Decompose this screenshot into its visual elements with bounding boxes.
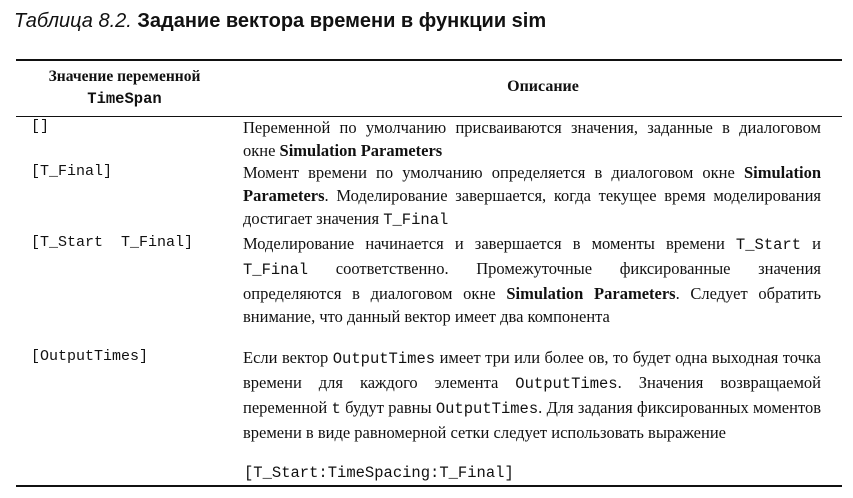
text-segment: . Для задания фиксированных моментов времени в виде равномерной сетки следует использовать выражение [243,398,821,442]
bold-term: Simulation Parameters [243,163,821,205]
table-bottom-rule [16,485,842,487]
text-segment: . Следует обратить внимание, что данный вектор имеет два компонента [243,284,821,326]
caption-title: Задание вектора времени в функции sim [137,10,547,32]
caption-label: Таблица 8.2. [14,10,132,32]
header-variable-label: Значение переменной [48,68,201,85]
code-term: OutputTimes [435,400,539,418]
text-segment: Переменной по умолчанию присваиваются значения, заданные в диалоговом окне [243,118,821,160]
code-term: OutputTimes [332,350,436,368]
code-term: OutputTimes [515,375,618,393]
header-description-column: Описание [507,78,579,95]
bold-term: Simulation Parameters [506,284,676,303]
table-top-rule [16,59,842,61]
bold-term: Simulation Parameters [279,141,443,160]
row-1-variable: [] [31,118,50,135]
row-3-variable: [T_Start T_Final] [31,234,194,251]
code-term: T_Final [383,211,449,229]
row-4-description [243,346,821,444]
row-4-variable: [OutputTimes] [31,348,149,365]
text-segment: имеет три или более ов, то будет одна выходная точка времени для каждого элемента [243,348,821,392]
text-segment: Моделирование начинается и завершается в моменты времени [243,234,736,253]
text-segment: будут равны [340,398,436,417]
text-segment: соответственно. Промежуточные фиксированные значения определяются в диалоговом окне [243,259,821,303]
row-3-description [243,232,821,328]
header-variable-column [22,66,227,110]
code-term: t [331,400,341,418]
code-term: T_Start [735,236,802,254]
header-variable-name: TimeSpan [87,90,162,108]
text-segment: Момент времени по умолчанию определяется в диалоговом окне [243,163,744,182]
row-2-description [243,161,821,232]
row-1-description [243,116,821,162]
text-segment: . Значения возвращаемой переменной [243,373,821,417]
table-caption [14,8,546,34]
row-4-formula: [T_Start:TimeSpacing:T_Final] [244,464,514,482]
text-segment: и [801,234,821,253]
code-term: T_Final [243,261,309,279]
row-2-variable: [T_Final] [31,163,113,180]
text-segment: Если вектор [243,348,333,367]
text-segment: . Моделирование завершается, когда текущее время моделирования достигает значения [243,186,821,228]
